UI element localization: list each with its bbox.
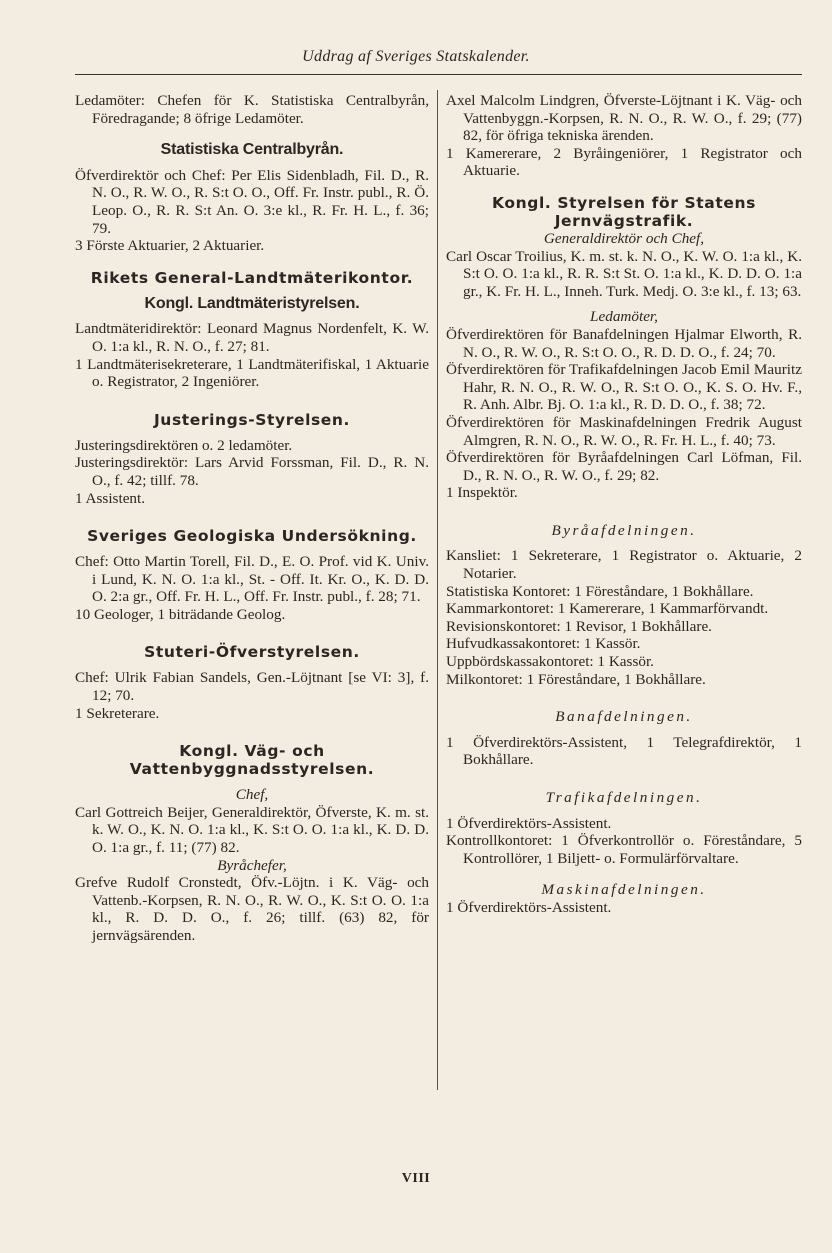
paragraph: Kammarkontoret: 1 Kamererare, 1 Kammarförvandt. xyxy=(446,600,769,618)
page-number: VIII xyxy=(401,1171,431,1186)
subsection-heading: Banafdelningen. xyxy=(555,708,693,726)
paragraph: Hufvudkassakontoret: 1 Kassör. xyxy=(446,635,641,653)
paragraph: Öfverdirektören för Byråafdelningen Carl Löfman, Fil. D., R. N. O., R. W. O., f. 29; 82. xyxy=(446,449,802,484)
role-label: Byråchefer, xyxy=(217,856,287,874)
section-heading: Kongl. Landtmäteristyrelsen. xyxy=(144,294,360,312)
spacer xyxy=(446,539,802,547)
section-heading: Justerings-Styrelsen. xyxy=(153,410,351,429)
paragraph: 1 Landtmäterisekreterare, 1 Landtmäterifiskal, 1 Aktuarie o. Registrator, 2 Ingeniörer. xyxy=(75,355,429,391)
role-label: Chef, xyxy=(235,786,269,804)
spacer xyxy=(75,312,429,320)
paragraph: 1 Kamererare, 2 Byråingeniörer, 1 Registrator och Aktuarie. xyxy=(446,144,802,180)
spacer xyxy=(75,623,429,643)
spacer xyxy=(446,300,802,308)
paragraph: 1 Sekreterare. xyxy=(75,704,160,722)
paragraph: 10 Geologer, 1 biträdande Geolog. xyxy=(75,605,286,623)
column-divider xyxy=(437,90,438,1090)
spacer xyxy=(75,127,429,141)
paragraph: Öfverdirektören för Maskinafdelningen Fredrik August Almgren, R. N. O., R. W. O., R. Fr. H. L., f. 40; 73. xyxy=(446,413,802,449)
header-rule xyxy=(75,74,802,75)
spacer xyxy=(446,726,802,734)
paragraph: Kontrollkontoret: 1 Öfverkontrollör o. Föreståndare, 5 Kontrollörer, 1 Biljett- o. Formulärförvaltare. xyxy=(446,832,802,867)
section-heading: Sveriges Geologiska Undersökning. xyxy=(87,527,417,546)
spacer xyxy=(446,769,802,789)
paragraph: Revisionskontoret: 1 Revisor, 1 Bokhållare. xyxy=(446,617,712,635)
spacer xyxy=(446,867,802,881)
paragraph: Statistiska Kontoret: 1 Föreståndare, 1 Bokhållare. xyxy=(446,582,754,600)
paragraph: 1 Öfverdirektörs-Assistent. xyxy=(446,898,612,916)
section-heading: Stuteri-Öfverstyrelsen. xyxy=(144,643,360,662)
running-header: Uddrag af Sveriges Statskalender. xyxy=(302,48,530,65)
paragraph: 1 Öfverdirektörs-Assistent, 1 Telegrafdirektör, 1 Bokhållare. xyxy=(446,733,802,769)
spacer xyxy=(75,661,429,669)
paragraph: Chef: Otto Martin Torell, Fil. D., E. O. Prof. vid K. Univ. i Lund, K. N. O. 1:a kl., St. - Off. It. Kr. O., K. D. D. O. 2:a gr., Off. Fr. H. L., Off. Fr. Instr. publ., f. 28; 71. xyxy=(75,553,429,606)
paragraph: Justeringsdirektör: Lars Arvid Forssman, Fil. D., R. N. O., f. 42; tillf. 78. xyxy=(75,454,429,489)
paragraph: Uppbördskassakontoret: 1 Kassör. xyxy=(446,653,654,671)
right-column xyxy=(446,92,802,917)
spacer xyxy=(75,391,429,411)
paragraph: Öfverdirektören för Banafdelningen Hjalmar Elworth, R. N. O., R. W. O., R. S:t O. O., R. D. D. O., f. 24; 70. xyxy=(446,325,802,361)
subsection-heading: Byråafdelningen. xyxy=(551,521,697,539)
role-label: Ledamöter, xyxy=(590,308,658,326)
paragraph: Carl Oscar Troilius, K. m. st. k. N. O., K. W. O. 1:a kl., K. S:t O. O. 1:a kl., R. R. S:t St. O. 1:a kl., K. D. D. O. 1:a gr., K. Fr. H. L., Inneh. Turk. Medj. O. 3:e kl., f. 13; 63. xyxy=(446,247,802,300)
section-heading: Statistiska Centralbyrån. xyxy=(160,141,344,159)
spacer xyxy=(75,287,429,295)
spacer xyxy=(75,429,429,437)
paragraph: Chef: Ulrik Fabian Sandels, Gen.-Löjtnant [se VI: 3], f. 12; 70. xyxy=(75,669,429,705)
spacer xyxy=(75,778,429,786)
subsection-heading: Trafikafdelningen. xyxy=(545,789,703,806)
paragraph: Justeringsdirektören o. 2 ledamöter. xyxy=(75,436,293,454)
spacer xyxy=(446,688,802,708)
section-heading: Kongl. Väg- och Vattenbyggnadsstyrelsen. xyxy=(129,742,375,779)
paragraph: Öfverdirektör och Chef: Per Elis Sidenbladh, Fil. D., R. N. O., R. W. O., R. S:t O. O., Off. Fr. Instr. publ., R. Ö. Leop. O., R. R. S:t An. O. 3:e kl., R. Fr. H. L., f. 36; 79. xyxy=(75,166,429,237)
paragraph: 1 Inspektör. xyxy=(446,484,518,502)
paragraph: Milkontoret: 1 Föreståndare, 1 Bokhållare. xyxy=(446,670,706,688)
paragraph: 1 Assistent. xyxy=(75,489,146,507)
spacer xyxy=(75,507,429,527)
spacer xyxy=(75,722,429,742)
paragraph: Carl Gottreich Beijer, Generaldirektör, Öfverste, K. m. st. k. W. O., K. N. O. 1:a kl., K. S:t O. O. 1:a kl., K. D. D. O. 1:a gr., f. 11; (77) 82. xyxy=(75,803,429,857)
spacer xyxy=(446,502,802,522)
paragraph: Öfverdirektören för Trafikafdelningen Jacob Emil Mauritz Hahr, R. N. O., R. W. O., R. S:t O. O., K. S. O. Hv. F., R. Anh. Albr. Bj. O. 1:a kl., R. D. D. O., f. 38; 72. xyxy=(446,361,802,414)
paragraph: Landtmäteridirektör: Leonard Magnus Nordenfelt, K. W. O. 1:a kl., R. N. O., f. 27; 81. xyxy=(75,320,429,355)
section-heading: Kongl. Styrelsen för Statens Jernvägstrafik. xyxy=(492,193,756,230)
spacer xyxy=(446,807,802,815)
paragraph: Kansliet: 1 Sekreterare, 1 Registrator o. Aktuarie, 2 Notarier. xyxy=(446,547,802,583)
paragraph: 1 Öfverdirektörs-Assistent. xyxy=(446,814,612,832)
spacer xyxy=(75,255,429,269)
spacer xyxy=(446,180,802,194)
paragraph: 3 Förste Aktuarier, 2 Aktuarier. xyxy=(75,237,265,255)
paragraph: Grefve Rudolf Cronstedt, Öfv.-Löjtn. i K. Väg- och Vattenb.-Korpsen, R. N. O., R. W. O., K. S:t O. O. 1:a kl., R. D. D. O., f. 26; tillf. (63) 82, för jernvägsärenden. xyxy=(75,874,429,944)
spacer xyxy=(75,545,429,553)
left-column xyxy=(75,92,429,945)
paragraph: Ledamöter: Chefen för K. Statistiska Centralbyrån, Föredragande; 8 öfrige Ledamöter. xyxy=(75,92,429,127)
paragraph: Axel Malcolm Lindgren, Öfverste-Löjtnant i K. Väg- och Vattenbyggn.-Korpsen, R. N. O., R. W. O., f. 29; (77) 82, för öfriga tekniska ärenden. xyxy=(446,92,802,145)
role-label: Generaldirektör och Chef, xyxy=(543,229,705,247)
subsection-heading: Maskinafdelningen. xyxy=(541,881,707,899)
section-heading: Rikets General-Landtmäterikontor. xyxy=(90,268,414,287)
spacer xyxy=(75,159,429,167)
